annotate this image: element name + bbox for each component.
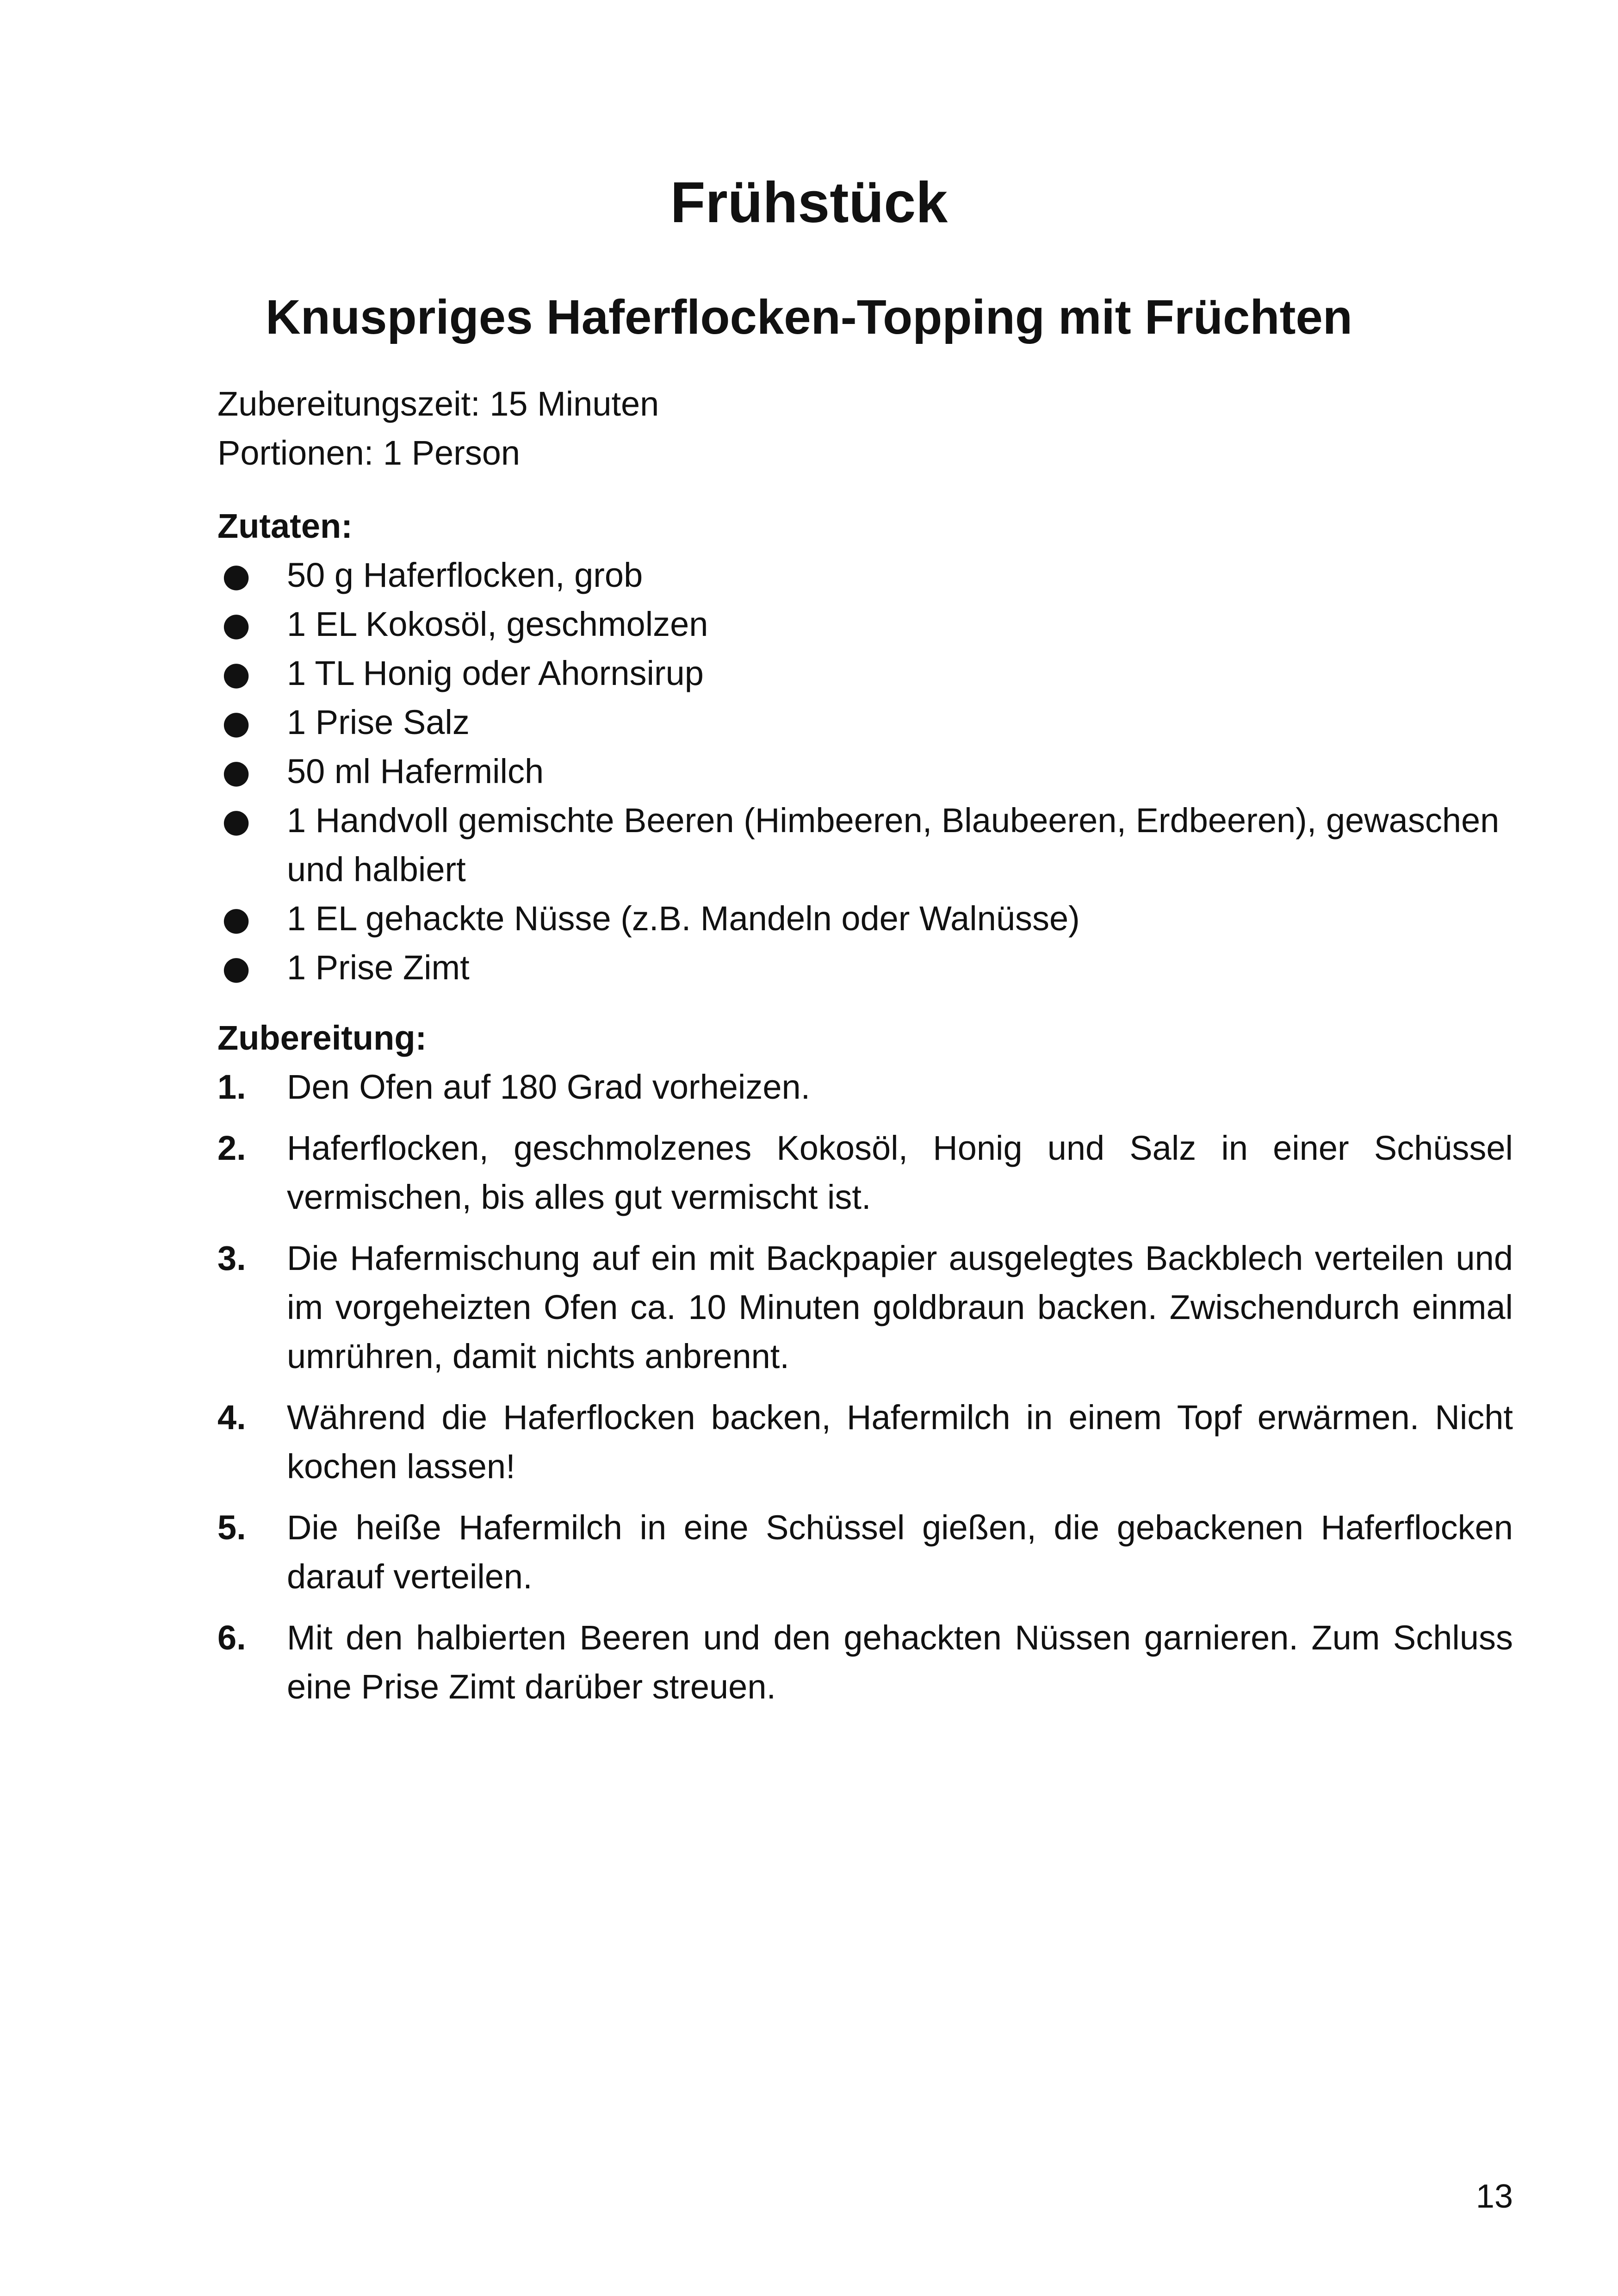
- step-item: [217, 1124, 1513, 1222]
- step-number: 1.: [217, 1068, 246, 1106]
- ingredients-heading: Zutaten:: [217, 507, 353, 545]
- steps-list: [217, 1063, 1513, 1711]
- step-item: [217, 1393, 1513, 1491]
- ingredient-item: ● 1 Prise Zimt: [217, 943, 1513, 992]
- ingredients-list: [217, 551, 1513, 992]
- ingredient-item: ● 50 ml Hafermilch: [217, 747, 1513, 796]
- step-text: Mit den halbierten Beeren und den gehackten Nüssen garnieren. Zum Schluss eine Prise Zimt darüber streuen.: [287, 1618, 1513, 1706]
- step-text: Während die Haferflocken backen, Hafermilch in einem Topf erwärmen. Nicht kochen lassen!: [287, 1398, 1513, 1486]
- ingredient-item: ● 1 Prise Salz: [217, 698, 1513, 747]
- step-item: [217, 1503, 1513, 1601]
- step-item: [217, 1234, 1513, 1381]
- step-text: Haferflocken, geschmolzenes Kokosöl, Honig und Salz in einer Schüssel vermischen, bis alles gut vermischt ist.: [287, 1129, 1513, 1216]
- steps-heading: Zubereitung:: [217, 1019, 427, 1057]
- page-number: 13: [1475, 2178, 1513, 2215]
- bullet-icon: ●: [222, 900, 251, 938]
- bullet-icon: ●: [222, 605, 251, 643]
- step-text: Die heiße Hafermilch in eine Schüssel gießen, die gebackenen Haferflocken darauf verteilen.: [287, 1508, 1513, 1596]
- step-number: 6.: [217, 1618, 246, 1657]
- step-item: [217, 1063, 1513, 1112]
- step-text: Den Ofen auf 180 Grad vorheizen.: [287, 1068, 811, 1106]
- recipe-content: [217, 380, 1513, 1724]
- bullet-icon: ●: [222, 654, 251, 692]
- step-number: 5.: [217, 1508, 246, 1547]
- servings: Portionen: 1 Person: [217, 434, 521, 472]
- bullet-icon: ●: [222, 802, 251, 840]
- recipe-title: Knuspriges Haferflocken-Topping mit Früchten: [265, 290, 1353, 344]
- bullet-icon: ●: [222, 556, 251, 594]
- prep-time: Zubereitungszeit: 15 Minuten: [217, 385, 659, 423]
- bullet-icon: ●: [222, 949, 251, 987]
- step-number: 2.: [217, 1129, 246, 1167]
- step-item: [217, 1613, 1513, 1711]
- ingredient-item: ● 1 TL Honig oder Ahornsirup: [217, 649, 1513, 698]
- ingredient-item: ● 1 Handvoll gemischte Beeren (Himbeeren, Blaubeeren, Erdbeeren), gewaschen und halbiert: [217, 796, 1513, 894]
- ingredient-item: ● 50 g Haferflocken, grob: [217, 551, 1513, 600]
- ingredient-item: ● 1 EL Kokosöl, geschmolzen: [217, 600, 1513, 649]
- bullet-icon: ●: [222, 703, 251, 741]
- step-number: 4.: [217, 1398, 246, 1437]
- ingredient-item: ● 1 EL gehackte Nüsse (z.B. Mandeln oder Walnüsse): [217, 894, 1513, 943]
- section-title: Frühstück: [670, 171, 948, 235]
- step-number: 3.: [217, 1239, 246, 1277]
- bullet-icon: ●: [222, 753, 251, 790]
- step-text: Die Hafermischung auf ein mit Backpapier ausgelegtes Backblech verteilen und im vorgeheizten Ofen ca. 10 Minuten goldbraun backen. Zwischendurch einmal umrühren, damit nichts anbrennt.: [287, 1239, 1513, 1375]
